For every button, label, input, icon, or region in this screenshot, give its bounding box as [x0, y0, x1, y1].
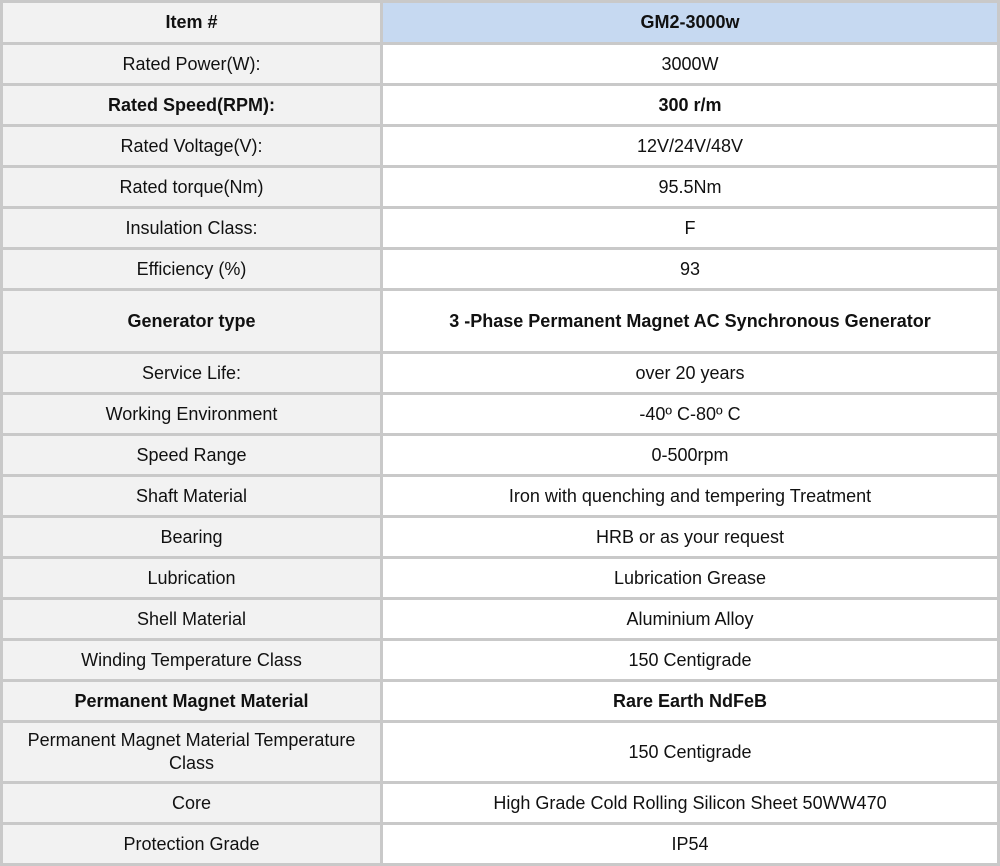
row-label: Protection Grade [2, 824, 382, 865]
table-row [2, 208, 999, 249]
row-label: Rated Speed(RPM): [2, 85, 382, 126]
table-row [2, 394, 999, 435]
table-row [2, 824, 999, 865]
table-row [2, 167, 999, 208]
row-value: 150 Centigrade [382, 640, 999, 681]
table-row [2, 783, 999, 824]
table-row [2, 85, 999, 126]
row-label: Efficiency (%) [2, 249, 382, 290]
row-value: Rare Earth NdFeB [382, 681, 999, 722]
header-label-cell: Item # [2, 2, 382, 44]
row-value: Aluminium Alloy [382, 599, 999, 640]
table-header-row [2, 2, 999, 44]
row-label: Rated Voltage(V): [2, 126, 382, 167]
table-row [2, 681, 999, 722]
table-row [2, 126, 999, 167]
row-value: 3000W [382, 44, 999, 85]
row-value: Lubrication Grease [382, 558, 999, 599]
row-label: Generator type [2, 290, 382, 353]
row-label: Shell Material [2, 599, 382, 640]
table-row [2, 476, 999, 517]
row-value: 300 r/m [382, 85, 999, 126]
row-label: Shaft Material [2, 476, 382, 517]
row-label: Core [2, 783, 382, 824]
row-value: Iron with quenching and tempering Treatment [382, 476, 999, 517]
table-row [2, 249, 999, 290]
row-value: over 20 years [382, 353, 999, 394]
table-row [2, 517, 999, 558]
table-row [2, 44, 999, 85]
row-value: 0-500rpm [382, 435, 999, 476]
row-value: 3 -Phase Permanent Magnet AC Synchronous Generator [382, 290, 999, 353]
row-value: 150 Centigrade [382, 722, 999, 783]
table-row [2, 640, 999, 681]
table-row [2, 290, 999, 353]
row-label: Rated Power(W): [2, 44, 382, 85]
row-label: Rated torque(Nm) [2, 167, 382, 208]
table-row [2, 558, 999, 599]
row-value: -40º C-80º C [382, 394, 999, 435]
row-value: High Grade Cold Rolling Silicon Sheet 50WW470 [382, 783, 999, 824]
table-row [2, 722, 999, 783]
table-row [2, 353, 999, 394]
row-value: 95.5Nm [382, 167, 999, 208]
row-value: F [382, 208, 999, 249]
row-value: IP54 [382, 824, 999, 865]
table-row [2, 599, 999, 640]
row-label: Permanent Magnet Material Temperature Class [2, 722, 382, 783]
row-value: HRB or as your request [382, 517, 999, 558]
header-value-cell: GM2-3000w [382, 2, 999, 44]
table-row [2, 435, 999, 476]
row-label: Speed Range [2, 435, 382, 476]
row-value: 93 [382, 249, 999, 290]
row-label: Insulation Class: [2, 208, 382, 249]
row-label: Working Environment [2, 394, 382, 435]
row-label: Bearing [2, 517, 382, 558]
row-label: Lubrication [2, 558, 382, 599]
row-label: Service Life: [2, 353, 382, 394]
row-label: Winding Temperature Class [2, 640, 382, 681]
row-label: Permanent Magnet Material [2, 681, 382, 722]
row-value: 12V/24V/48V [382, 126, 999, 167]
